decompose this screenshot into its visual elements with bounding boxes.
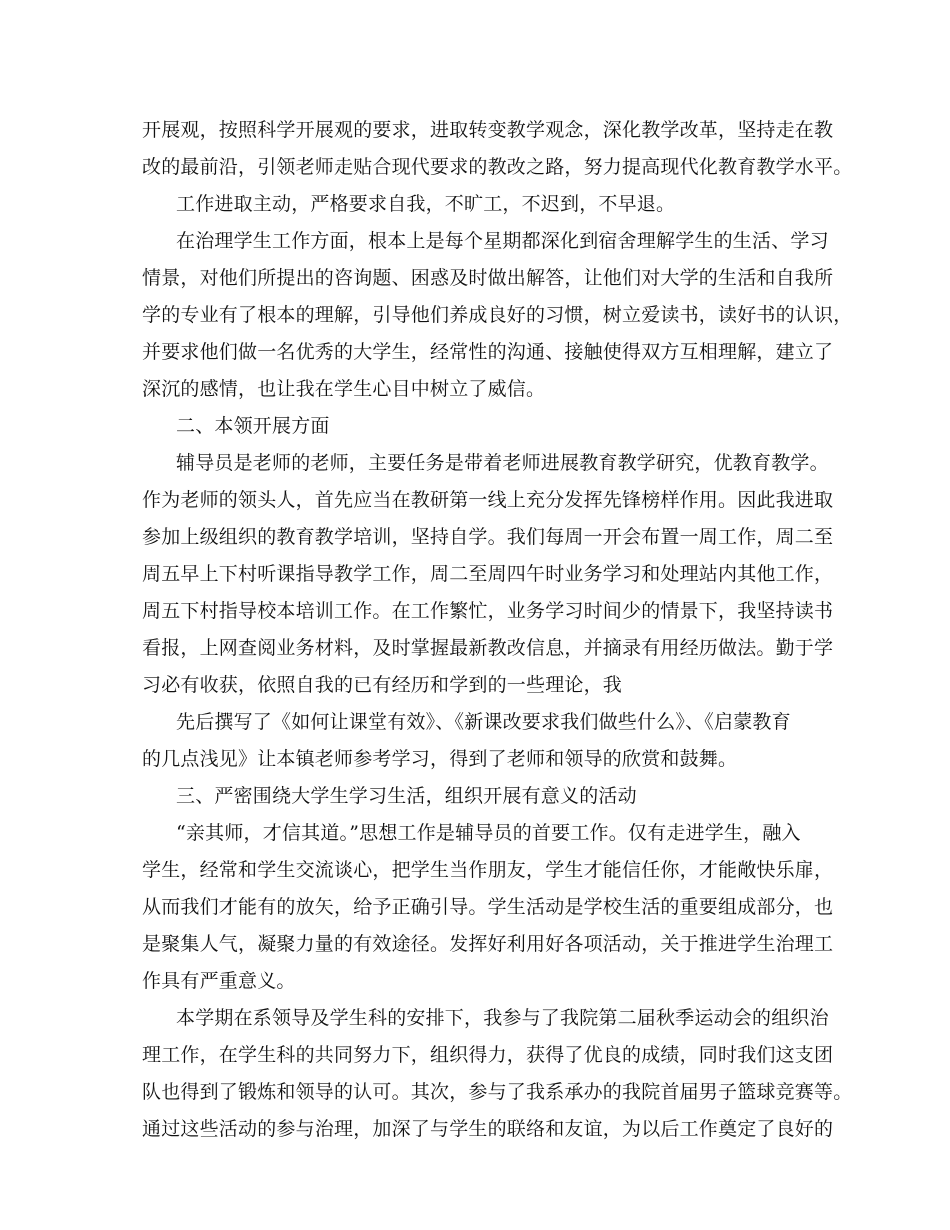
text-line: 辅导员是老师的老师，主要任务是带着老师进展教育教学研究，优教育教学。 (176, 452, 829, 474)
text-line: 情景，对他们所提出的咨询题、困惑及时做出解答，让他们对大学的生活和自我所 (142, 267, 834, 289)
text-line: 改的最前沿，引领老师走贴合现代要求的教改之路，努力提高现代化教育教学水平。 (142, 156, 853, 178)
text-line: 并要求他们做一名优秀的大学生，经常性的沟通、接触使得双方互相理解，建立了 (142, 341, 834, 363)
text-line: 看报，上网查阅业务材料，及时掌握最新教改信息，并摘录有用经历做法。勤于学 (142, 637, 834, 659)
text-line: 深沉的感情，也让我在学生心目中树立了威信。 (142, 378, 546, 400)
text-line: 习必有收获，依照自我的已有经历和学到的一些理论，我 (142, 674, 623, 696)
text-line: 通过这些活动的参与治理，加深了与学生的联络和友谊，为以后工作奠定了良好的 (142, 1118, 834, 1140)
text-line: 本学期在系领导及学生科的安排下，我参与了我院第二届秋季运动会的组织治 (176, 1007, 829, 1029)
text-line: 学的专业有了根本的理解，引导他们养成良好的习惯，树立爱读书，读好书的认识， (142, 304, 853, 326)
text-line: 工作进取主动，严格要求自我，不旷工，不迟到，不早退。 (176, 193, 676, 215)
text-line: 开展观，按照科学开展观的要求，进取转变教学观念，深化教学改革，坚持走在教 (142, 119, 834, 141)
text-line: 学生，经常和学生交流谈心，把学生当作朋友，学生才能信任你，才能敞快乐扉， (142, 859, 834, 881)
text-line: 的几点浅见》让本镇老师参考学习，得到了老师和领导的欣赏和鼓舞。 (142, 748, 738, 770)
text-line: 周五早上下村听课指导教学工作，周二至周四午时业务学习和处理站内其他工作， (142, 563, 834, 585)
text-line: 在治理学生工作方面，根本上是每个星期都深化到宿舍理解学生的生活、学习 (176, 230, 829, 252)
section-heading: 二、本领开展方面 (176, 415, 330, 437)
text-line: “亲其师，才信其道。”思想工作是辅导员的首要工作。仅有走进学生，融入 (176, 822, 801, 844)
section-heading: 三、严密围绕大学生学习生活，组织开展有意义的活动 (176, 785, 637, 807)
text-line: 从而我们才能有的放矢，给予正确引导。学生活动是学校生活的重要组成部分，也 (142, 896, 834, 918)
text-line: 理工作，在学生科的共同努力下，组织得力，获得了优良的成绩，同时我们这支团 (142, 1044, 834, 1066)
text-line: 周五下村指导校本培训工作。在工作繁忙，业务学习时间少的情景下，我坚持读书 (142, 600, 834, 622)
text-line: 先后撰写了《如何让课堂有效》、《新课改要求我们做些什么》、《启蒙教育 (176, 711, 791, 733)
text-line: 队也得到了锻炼和领导的认可。其次，参与了我系承办的我院首届男子篮球竞赛等。 (142, 1081, 853, 1103)
text-line: 作为老师的领头人，首先应当在教研第一线上充分发挥先锋榜样作用。因此我进取 (142, 489, 834, 511)
text-line: 是聚集人气，凝聚力量的有效途径。发挥好利用好各项活动，关于推进学生治理工 (142, 933, 834, 955)
text-line: 作具有严重意义。 (142, 970, 296, 992)
text-line: 参加上级组织的教育教学培训，坚持自学。我们每周一开会布置一周工作，周二至 (142, 526, 834, 548)
